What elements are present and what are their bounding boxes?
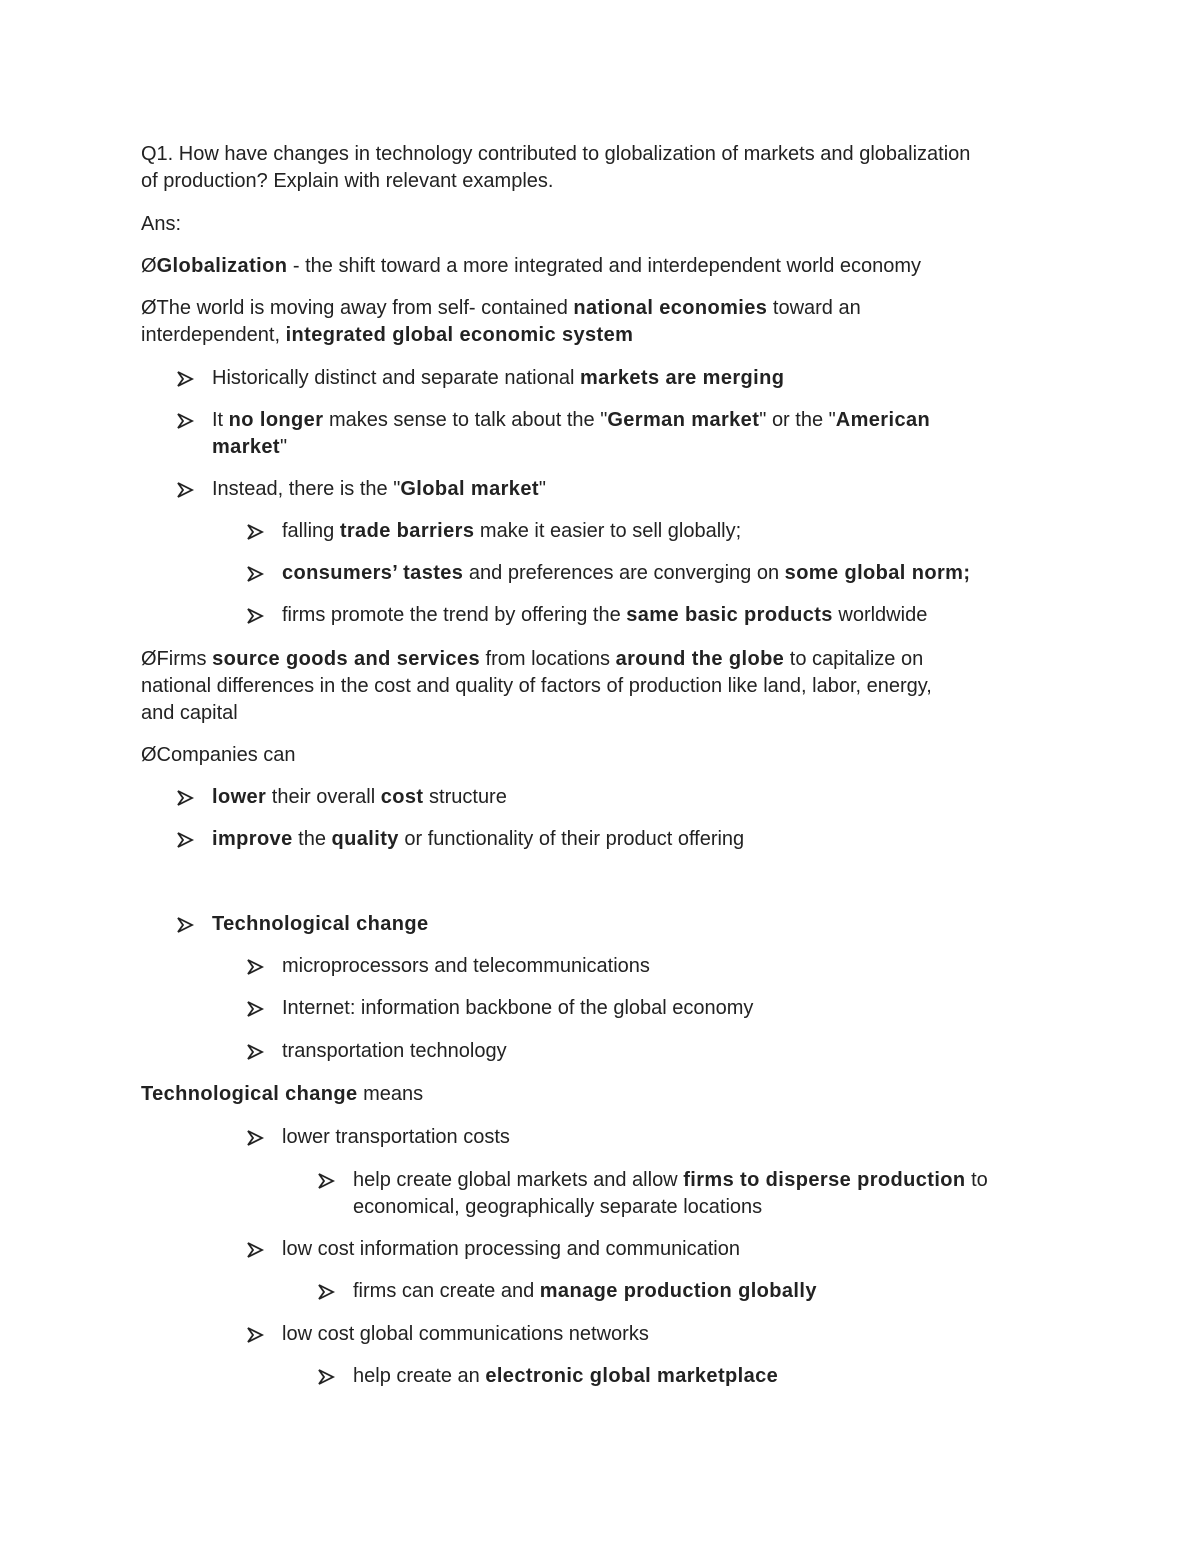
arrowhead-bullet-icon (316, 1282, 336, 1302)
definition-term: Globalization (156, 255, 288, 277)
definition-symbol: Ø (141, 255, 157, 277)
companies-intro: ØCompanies can (141, 744, 296, 766)
bold-text: market (212, 436, 280, 458)
bold-text: firms to disperse production (683, 1169, 966, 1191)
text: structure (423, 786, 507, 808)
arrowhead-bullet-icon (245, 1325, 265, 1345)
list-item (212, 784, 507, 811)
text: falling (282, 520, 340, 542)
arrowhead-bullet-icon (175, 788, 195, 808)
bold-text: trade barriers (339, 520, 475, 542)
list-item: transportation technology (282, 1040, 507, 1062)
bold-text: manage production globally (539, 1280, 817, 1302)
world-line-1 (141, 295, 861, 322)
list-item: microprocessors and telecommunications (282, 955, 650, 977)
text: toward an (767, 297, 861, 319)
bold-text: national economies (573, 297, 768, 319)
bold-text: quality (331, 828, 399, 850)
bold-text: source goods and services (212, 648, 480, 670)
text: help create an (353, 1365, 486, 1387)
list-item (353, 1278, 817, 1305)
definition-text: - the shift toward a more integrated and interdependent world economy (287, 255, 922, 277)
list-item (212, 365, 784, 392)
bold-text: electronic global marketplace (485, 1365, 779, 1387)
tech-means-heading (141, 1081, 423, 1108)
firms-line-1 (141, 646, 923, 673)
arrowhead-bullet-icon (245, 1240, 265, 1260)
globalization-definition (141, 253, 921, 280)
text: ØThe world is moving away from self- contained (141, 297, 574, 319)
text: their overall (266, 786, 381, 808)
text: Instead, there is the " (212, 478, 401, 500)
list-item (282, 602, 927, 629)
arrowhead-bullet-icon (245, 957, 265, 977)
text: interdependent, (141, 324, 286, 346)
text: and preferences are converging on (463, 562, 785, 584)
bold-text: same basic products (626, 604, 833, 626)
text: worldwide (832, 604, 928, 626)
bold-text: Technological change (212, 913, 429, 935)
question-line-2: of production? Explain with relevant examples. (141, 170, 554, 192)
bold-text: no longer (228, 409, 324, 431)
arrowhead-bullet-icon (175, 369, 195, 389)
arrowhead-bullet-icon (245, 1128, 265, 1148)
arrowhead-bullet-icon (175, 915, 195, 935)
text: " (280, 436, 288, 458)
list-item (212, 407, 930, 434)
bold-text: cost (380, 786, 424, 808)
arrowhead-bullet-icon (245, 606, 265, 626)
text: ØFirms (141, 648, 213, 670)
bold-text: integrated global economic system (285, 324, 634, 346)
tech-heading (212, 911, 429, 938)
arrowhead-bullet-icon (245, 522, 265, 542)
arrowhead-bullet-icon (245, 999, 265, 1019)
arrowhead-bullet-icon (175, 830, 195, 850)
text: It (212, 409, 229, 431)
firms-line-2: national differences in the cost and quality of factors of production like land, labor, energy, (141, 675, 932, 697)
bold-text: consumers’ tastes (282, 562, 464, 584)
text: the (292, 828, 332, 850)
list-item: Internet: information backbone of the global economy (282, 997, 754, 1019)
list-item (282, 518, 741, 545)
text: Historically distinct and separate national (212, 367, 580, 389)
text: makes sense to talk about the " (323, 409, 608, 431)
list-item (212, 476, 546, 503)
firms-line-3: and capital (141, 702, 238, 724)
bold-text: markets are merging (579, 367, 785, 389)
text: firms can create and (353, 1280, 540, 1302)
list-item-continuation (212, 434, 287, 461)
text: make it easier to sell globally; (474, 520, 742, 542)
list-item: lower transportation costs (282, 1126, 510, 1148)
text: " (538, 478, 547, 500)
world-line-2 (141, 322, 633, 349)
bold-text: lower (212, 786, 267, 808)
bold-text: American (835, 409, 931, 431)
question-line-1: Q1. How have changes in technology contributed to globalization of markets and globalization (141, 143, 971, 165)
arrowhead-bullet-icon (175, 480, 195, 500)
arrowhead-bullet-icon (245, 1042, 265, 1062)
bold-text: some global norm; (784, 562, 971, 584)
list-item-continuation: economical, geographically separate locations (353, 1196, 763, 1218)
list-item (353, 1167, 988, 1194)
text: to capitalize on (784, 648, 924, 670)
arrowhead-bullet-icon (175, 411, 195, 431)
arrowhead-bullet-icon (316, 1171, 336, 1191)
list-item (212, 826, 744, 853)
text: firms promote the trend by offering the (282, 604, 627, 626)
bold-text: improve (212, 828, 293, 850)
bold-text: Global market (400, 478, 539, 500)
list-item (353, 1363, 778, 1390)
bold-text: Technological change (141, 1083, 358, 1105)
list-item (282, 560, 970, 587)
answer-label: Ans: (141, 213, 182, 235)
arrowhead-bullet-icon (316, 1367, 336, 1387)
text: or functionality of their product offering (398, 828, 745, 850)
list-item: low cost global communications networks (282, 1323, 649, 1345)
text: from locations (479, 648, 616, 670)
text: means (357, 1083, 424, 1105)
text: help create global markets and allow (353, 1169, 684, 1191)
text: " or the " (759, 409, 836, 431)
bold-text: around the globe (615, 648, 785, 670)
bold-text: German market (607, 409, 760, 431)
arrowhead-bullet-icon (245, 564, 265, 584)
list-item: low cost information processing and communication (282, 1238, 740, 1260)
text: to (965, 1169, 988, 1191)
